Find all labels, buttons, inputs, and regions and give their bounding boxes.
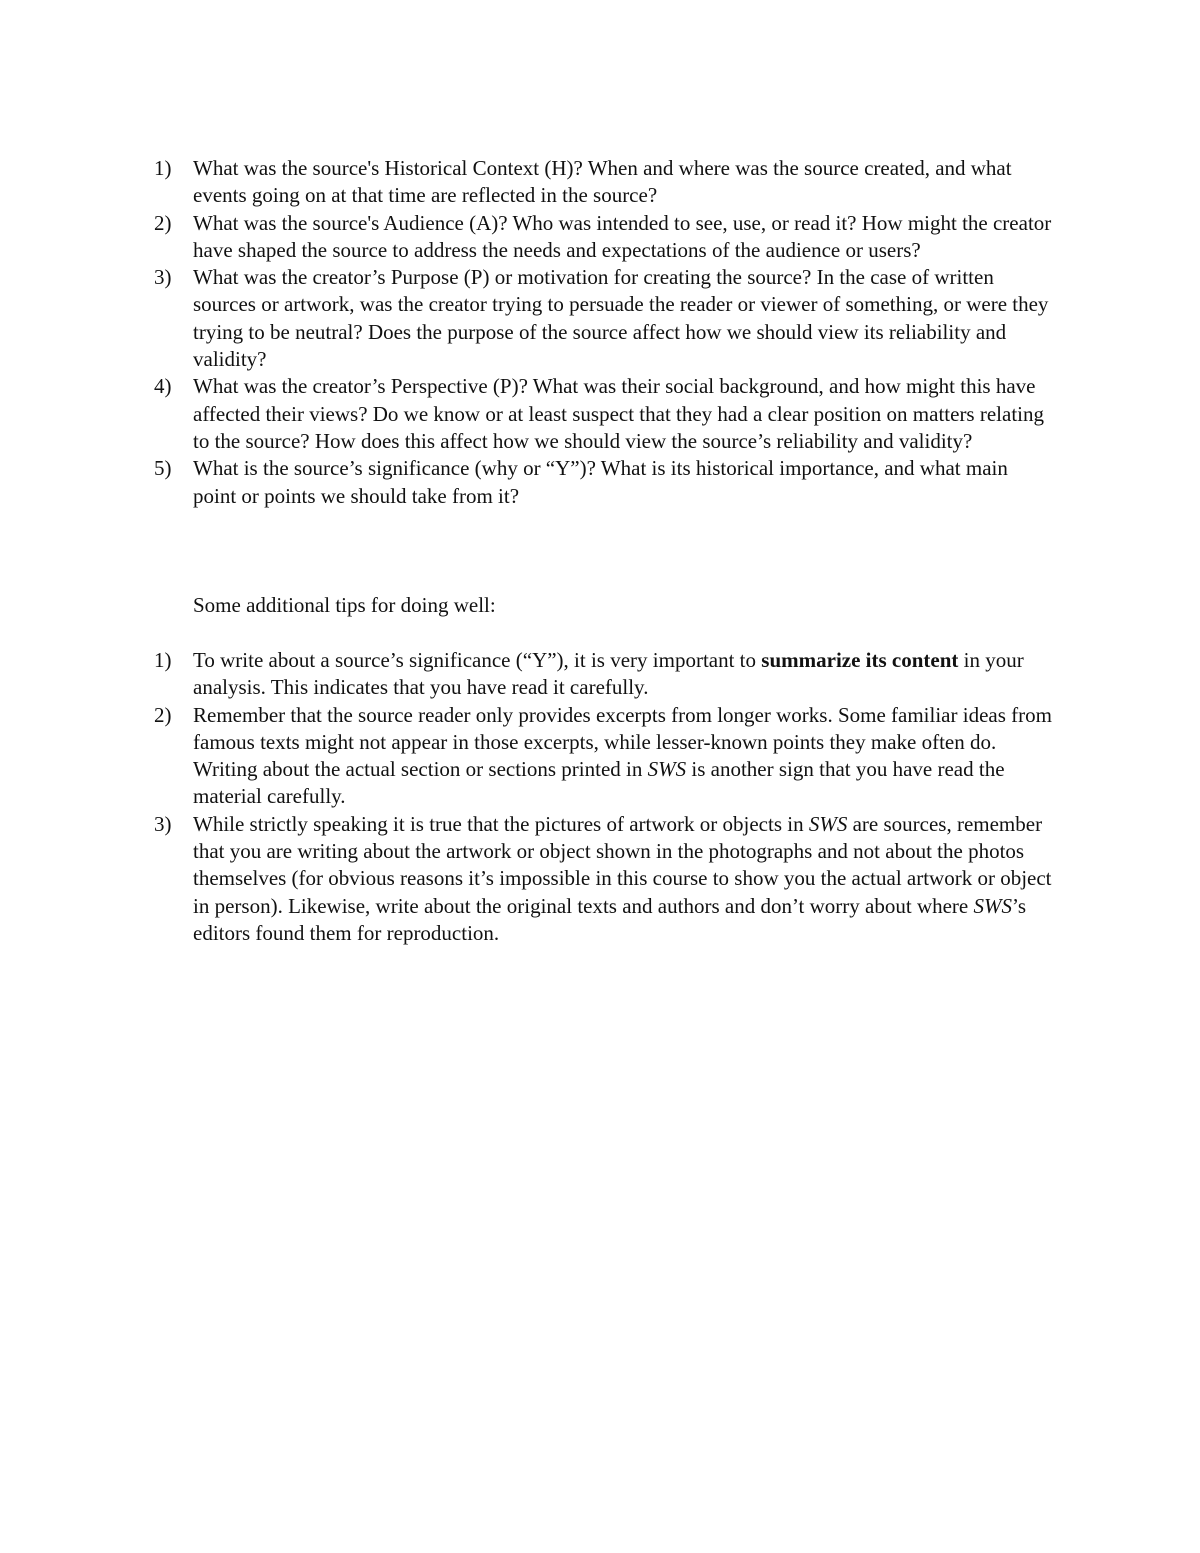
list-item xyxy=(154,264,1054,373)
text-run: are sources, remember that you are writing about the artwork or object shown in the photographs and not about the photos themselves (for obvious reasons it’s impossible in this course to show you the actual artwork or object in person). Likewise, write about the original texts and authors and don’t worry about where xyxy=(193,811,1052,918)
tips-list xyxy=(154,647,1054,947)
item-text xyxy=(193,648,1024,699)
item-number: 3) xyxy=(154,811,172,836)
italic-title: SWS xyxy=(647,757,687,782)
item-number: 5) xyxy=(154,456,172,481)
list-item xyxy=(154,811,1054,947)
tips-heading: Some additional tips for doing well: xyxy=(193,593,496,617)
list-item xyxy=(154,373,1054,455)
item-text: What was the source's Historical Context (H)? When and where was the source created, and what events going on at that time are reflected in the source? xyxy=(193,156,1012,208)
italic-title: SWS xyxy=(973,893,1012,918)
text-run: While strictly speaking it is true that the pictures of artwork or objects in xyxy=(193,811,809,836)
item-number: 1) xyxy=(154,156,172,180)
list-item xyxy=(154,210,1054,265)
text-run: is another sign that you have read the material carefully. xyxy=(193,757,1005,809)
list-item xyxy=(154,702,1054,811)
analysis-questions-list xyxy=(154,155,1054,510)
list-item xyxy=(154,155,1054,210)
item-text: What was the source's Audience (A)? Who was intended to see, use, or read it? How might the creator have shaped the source to address the needs and expectations of the audience or users? xyxy=(193,210,1052,262)
item-number: 3) xyxy=(154,265,172,290)
item-number: 2) xyxy=(154,702,172,727)
item-text xyxy=(193,703,1052,809)
italic-title: SWS xyxy=(808,811,848,836)
bold-emphasis: summarize its content xyxy=(761,648,959,672)
text-run: Remember that the source reader only provides excerpts from longer works. Some familiar ideas from famous texts might not appear in those excerpts, while lesser-known points they make often do. Writing about the actual section or sections printed in xyxy=(193,702,1052,782)
item-number: 2) xyxy=(154,210,172,235)
list-item xyxy=(154,647,1054,702)
text-run: To write about a source’s significance (“Y”), it is very important to xyxy=(193,648,762,672)
item-number: 1) xyxy=(154,648,172,672)
text-run: ’s editors found them for reproduction. xyxy=(193,893,1027,945)
item-text: What is the source’s significance (why or “Y”)? What is its historical importance, and what main point or points we should take from it? xyxy=(193,456,1008,508)
item-text xyxy=(193,812,1052,945)
item-text: What was the creator’s Perspective (P)? What was their social background, and how might this have affected their views? Do we know or at least suspect that they had a clear position on matters relating to the source? How does this affect how we should view the source’s reliability and validity? xyxy=(193,374,1044,453)
text-run: in your analysis. This indicates that you have read it carefully. xyxy=(193,648,1024,700)
item-number: 4) xyxy=(154,374,172,399)
list-item xyxy=(154,455,1054,510)
item-text: What was the creator’s Purpose (P) or motivation for creating the source? In the case of written sources or artwork, was the creator trying to persuade the reader or viewer of something, or were they trying to be neutral? Does the purpose of the source affect how we should view its reliability and validity? xyxy=(193,265,1049,372)
